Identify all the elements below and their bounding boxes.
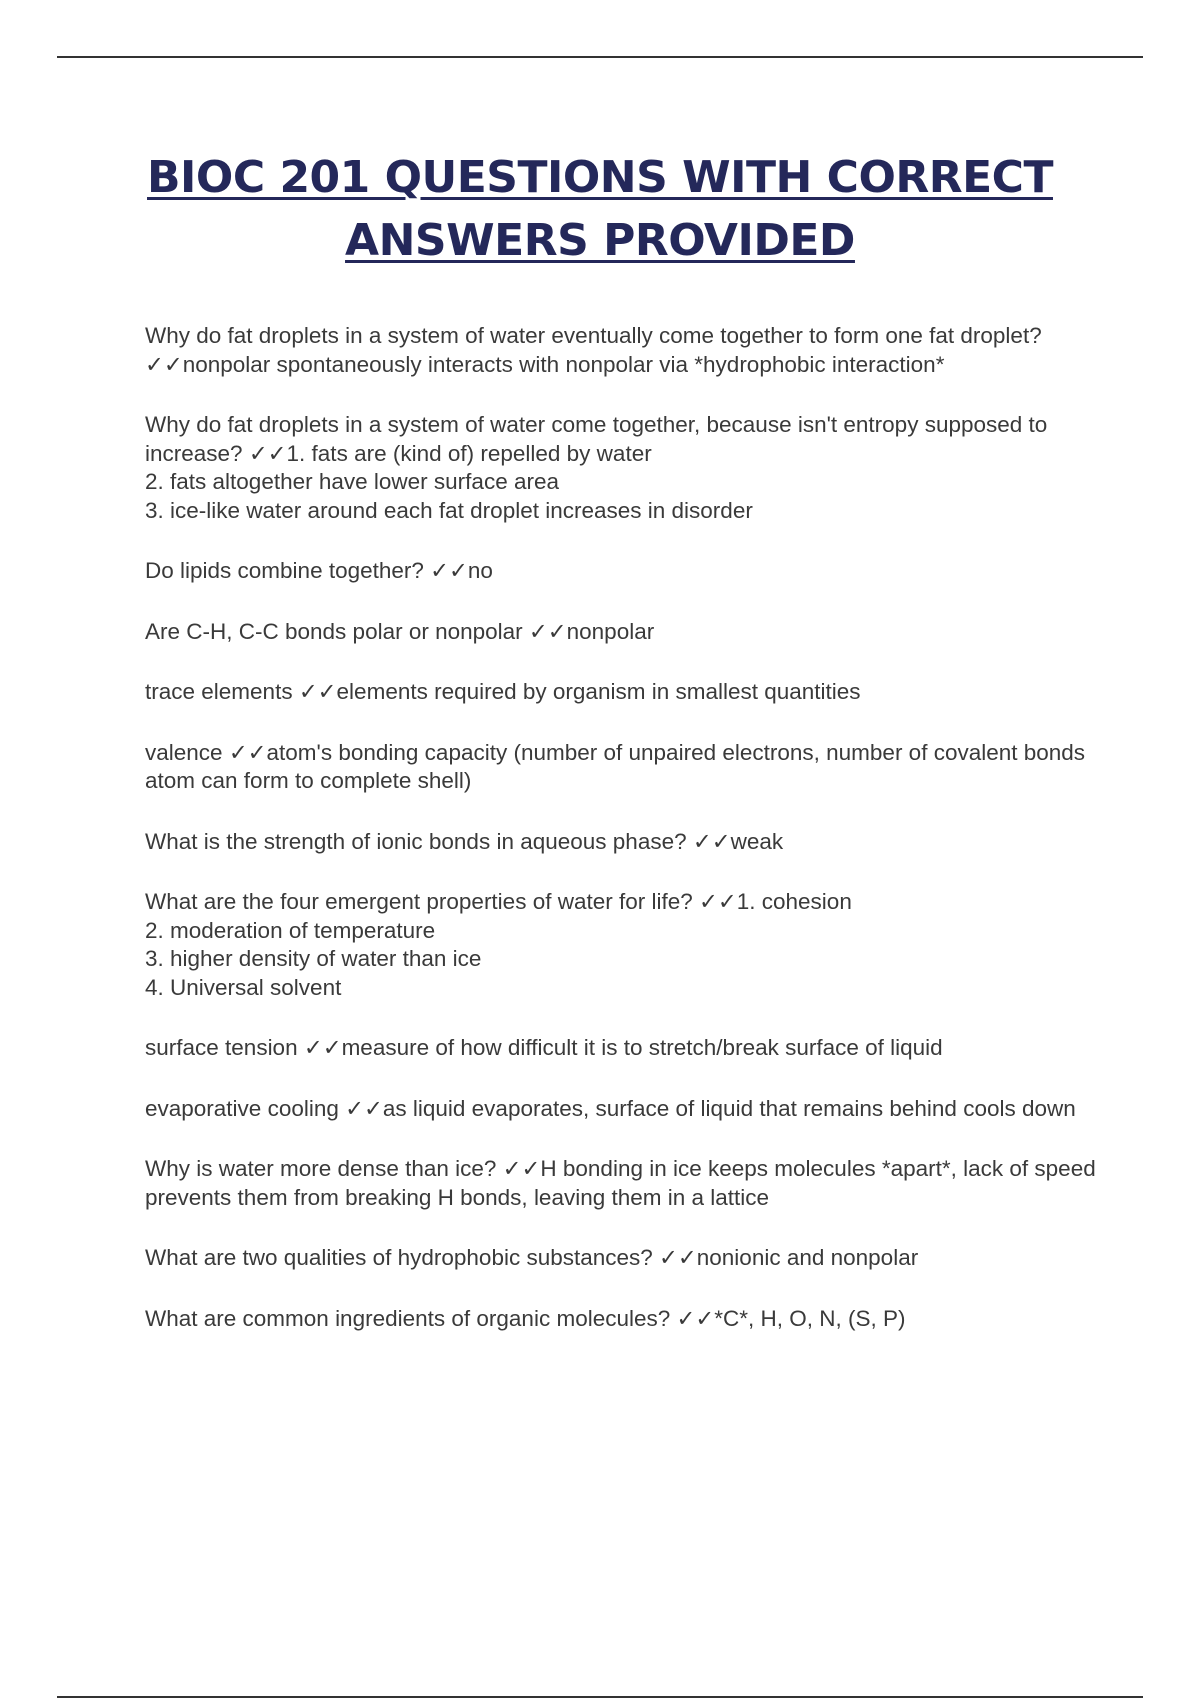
qa-entry [145,1305,1105,1334]
qa-entry [145,1244,1105,1273]
qa-entry [145,1095,1105,1124]
qa-entry [145,411,1105,525]
answer-text: measure of how difficult it is to stretch/break surface of liquid [341,1035,943,1060]
qa-entry [145,322,1105,379]
question-text: evaporative cooling [145,1095,346,1121]
check-mark-icon: ✓✓ [699,889,737,914]
question-text: Why is water more dense than ice? [145,1156,503,1181]
qa-entry [145,557,1105,586]
qa-entry [145,1155,1105,1212]
qa-entry [145,828,1105,857]
question-text: Are C-H, C-C bonds polar or nonpolar [145,618,529,644]
bottom-divider [57,1696,1143,1698]
answer-text: as liquid evaporates, surface of liquid that remains behind cools down [382,1095,1076,1121]
question-text: Do lipids combine together? [145,558,431,583]
document-title [120,146,1080,272]
question-text: trace elements [145,679,299,704]
answer-text: 1. fats are (kind of) repelled by water 2. fats altogether have lower surface area 3. ice-like water around each fat droplet increases in disorder [145,440,753,523]
check-mark-icon: ✓✓ [676,1305,715,1331]
answer-text: nonpolar spontaneously interacts with nonpolar via *hydrophobic interaction* [182,351,945,377]
title-line-2: ANSWERS PROVIDED [345,215,855,266]
check-mark-icon: ✓✓ [248,440,287,466]
answer-text: H bonding in ice keeps molecules *apart*, lack of speed prevents them from breaking H bonds, leaving them in a lattice [145,1156,1096,1210]
check-mark-icon: ✓✓ [345,1095,383,1121]
qa-entry [145,888,1105,1002]
answer-text: nonionic and nonpolar [696,1245,919,1270]
check-mark-icon: ✓✓ [303,1035,342,1060]
answer-text: *C*, H, O, N, (S, P) [714,1305,906,1331]
answer-text: 1. cohesion 2. moderation of temperature 3. higher density of water than ice 4. Universal solvent [145,889,852,1000]
top-divider [57,56,1143,58]
question-text: What are common ingredients of organic molecules? [145,1305,677,1331]
question-text: Why do fat droplets in a system of water eventually come together to form one fat droplet? [145,323,1042,348]
question-text: What are the four emergent properties of water for life? [145,889,700,914]
check-mark-icon: ✓✓ [228,739,267,765]
check-mark-icon: ✓✓ [502,1156,541,1181]
check-mark-icon: ✓✓ [145,351,183,377]
qa-entry [145,1034,1105,1063]
title-line-1: BIOC 201 QUESTIONS WITH CORRECT [147,152,1053,203]
question-text: What is the strength of ionic bonds in aqueous phase? [145,828,693,854]
check-mark-icon: ✓✓ [692,828,731,854]
qa-entry [145,618,1105,647]
answer-text: nonpolar [566,618,655,644]
question-text: Why do fat droplets in a system of water come together, because isn't entropy supposed to increase? [145,412,1048,466]
question-text: What are two qualities of hydrophobic substances? [145,1245,660,1270]
answer-text: atom's bonding capacity (number of unpaired electrons, number of covalent bonds atom can form to complete shell) [145,739,1086,793]
qa-entry [145,678,1105,707]
answer-text: elements required by organism in smallest quantities [336,679,861,704]
answer-text: weak [730,828,784,854]
qa-list [145,322,1105,1365]
check-mark-icon: ✓✓ [528,618,567,644]
check-mark-icon: ✓✓ [659,1245,697,1270]
qa-entry [145,739,1105,796]
check-mark-icon: ✓✓ [298,679,337,704]
question-text: valence [145,739,229,765]
answer-text: no [467,558,493,583]
question-text: surface tension [145,1035,304,1060]
check-mark-icon: ✓✓ [430,558,468,583]
